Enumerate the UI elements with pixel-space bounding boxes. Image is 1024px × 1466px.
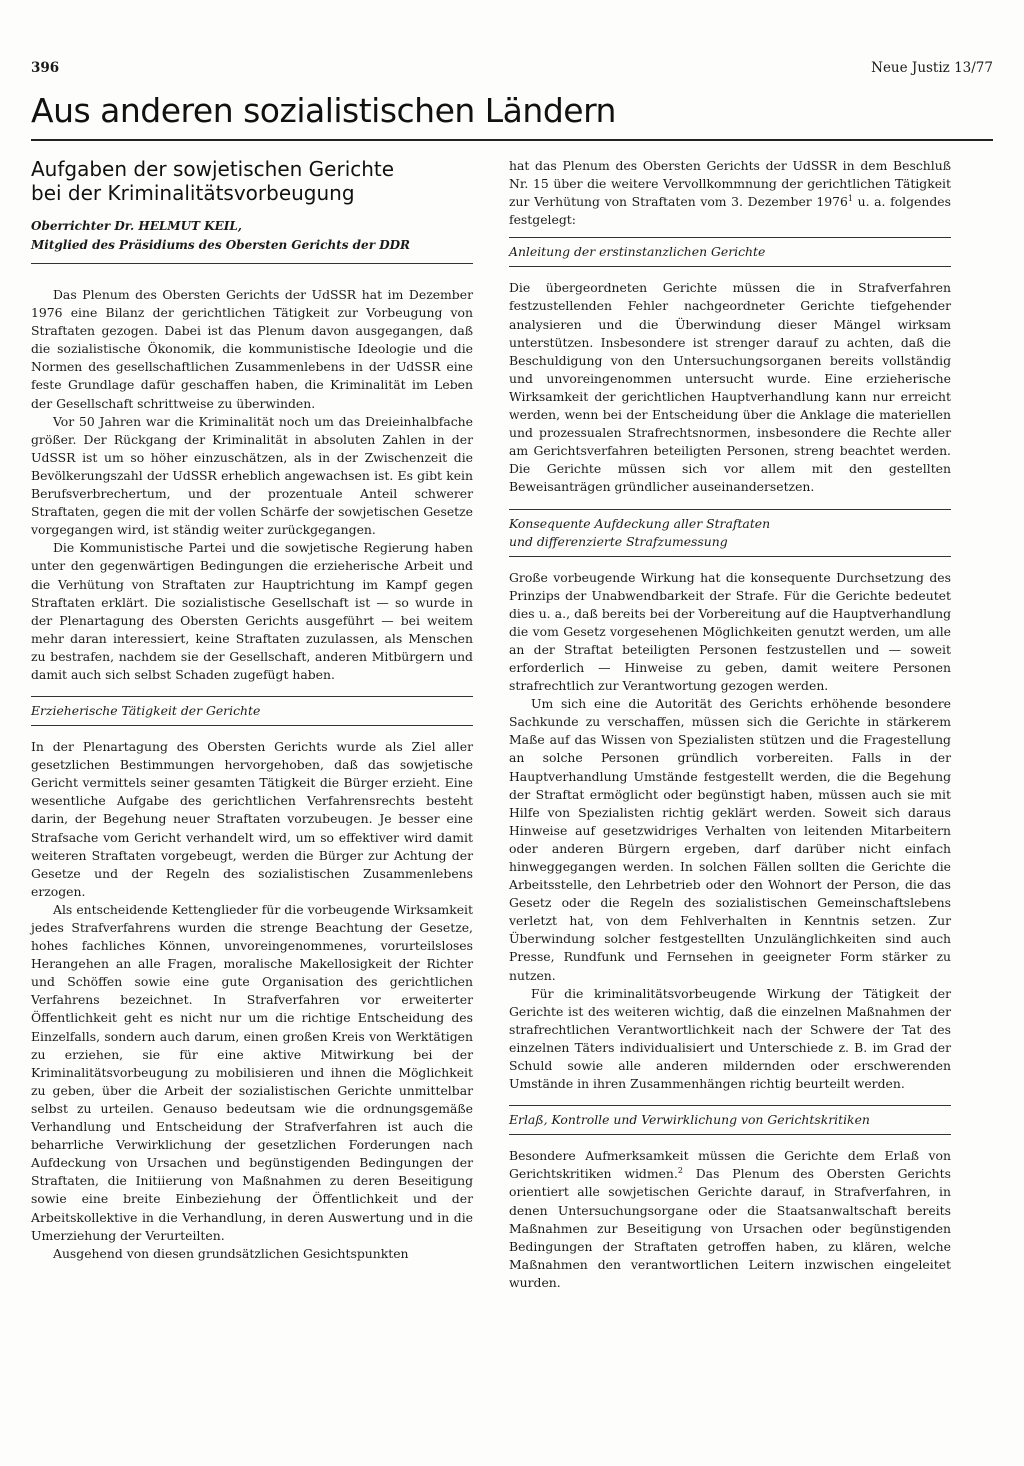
paragraph: Um sich eine die Autorität des Gerichts erhöhende besondere Sachkunde zu verschaffen, müssen sich die Gerichte in stärkerem Maße auf das Wissen von Spezialisten stützen und die Fragestellung an solche Personen gründlich vorbereiten. Falls in der Hauptverhandlung Umstände festgestellt werden, die die Begehung der Straftat ermöglicht oder begünstigt haben, müssen auch sie mit Hilfe von Spezialisten richtig geklärt werden. Soweit sich daraus Hinweise auf gesetzwidriges Verhalten von leitenden Mitarbeitern oder anderen Bürgern ergeben, darf darüber nicht einfach hinweggegangen werden. In solchen Fällen sollten die Gerichte die Arbeitsstelle, den Lehrbetrieb oder den Wohnort der Person, die das Gesetz oder die Regeln des sozialistischen Gemeinschaftslebens verletzt hat, von dem Fehlverhalten in Kenntnis setzen. Zur Überwindung solcher festgestellten Unzulänglichkeiten sind auch Presse, Rundfunk und Fernsehen in geeigneter Form stärker zu nutzen. (509, 696, 951, 983)
article-title-line-1: Aufgaben der sowjetischen Gerichte (31, 157, 395, 181)
article-title-line-2: bei der Kriminalitätsvorbeugung (31, 181, 355, 205)
left-column (31, 157, 473, 1263)
subheading-anleitung: Anleitung der erstinstanzlichen Gerichte (509, 237, 951, 267)
journal-issue: Neue Justiz 13/77 (871, 60, 993, 76)
paragraph: In der Plenartagung des Obersten Gerichts wurde als Ziel aller gesetzlichen Bestimmungen hervorgehoben, daß das sowjetische Gericht vermittels seiner gesamten Tätigkeit die Bürger erzieht. Eine wesentliche Aufgabe des gerichtlichen Verfahrensrechts besteht darin, der Begehung neuer Straftaten vorzubeugen. Je besser eine Strafsache vom Gericht verhandelt wird, um so effektiver wird damit weiteren Straftaten vorgebeugt, werden die Bürger zur Achtung der Gesetze und der Regeln des sozialistischen Zusammenlebens erzogen. (31, 739, 473, 899)
page-header (31, 60, 993, 80)
subheading-erlass-kontrolle: Erlaß, Kontrolle und Verwirklichung von Gerichtskritiken (509, 1105, 951, 1135)
author-block (31, 217, 473, 264)
footnote-ref-1: 1 (847, 194, 853, 204)
paragraph: Vor 50 Jahren war die Kriminalität noch um das Dreieinhalbfache größer. Der Rückgang der Kriminalität in absoluten Zahlen in der UdSSR ist um so höher einzuschätzen, als in der Zwischenzeit die Bevölkerungszahl der UdSSR erheblich angewachsen ist. Es gibt kein Berufsverbrechertum, und der prozentuale Anteil schwerer Straftaten, gegen die mit der vollen Schärfe der sowjetischen Gesetze vorgegangen wird, ist ständig weiter zurückgegangen. (31, 413, 473, 538)
paragraph: Die übergeordneten Gerichte müssen die in Strafverfahren festzustellenden Fehler nachgeordneter Gerichte tiefgehender analysieren und die Überwindung dieser Mängel wirksam unterstützen. Insbesondere ist strenger darauf zu achten, daß die Beschuldigung von den Untersuchungsorganen bereits vollständig und unvoreingenommen untersucht wurde. Eine erzieherische Wirksamkeit der gerichtlichen Hauptverhandlung kann nur erreicht werden, wenn bei der Entscheidung über die Anklage die materiellen und prozessualen Strafrechtsnormen, insbesondere die Rechte aller am Gerichtsverfahren beteiligten Personen, streng beachtet werden. Die Gerichte müssen sich vor allem mit den gestellten Beweisanträgen gründlicher auseinandersetzen. (509, 280, 951, 495)
author-affiliation: Mitglied des Präsidiums des Obersten Gerichts der DDR (31, 238, 410, 252)
author-name: Oberrichter Dr. HELMUT KEIL, (31, 219, 242, 233)
paragraph: Für die kriminalitätsvorbeugende Wirkung der Tätigkeit der Gerichte ist des weiteren wichtig, daß die einzelnen Maßnahmen der strafrechtlichen Verantwortlichkeit nach der Schwere der Tat des einzelnen Täters individualisiert und Unterschiede z. B. im Grad der Schuld sowie alle anderen mildernden oder erschwerenden Umstände in ihren Zusammenhängen richtig beurteilt werden. (509, 985, 951, 1092)
paragraph: Besondere Aufmerksamkeit müssen die Gerichte dem Erlaß von Gerichtskritiken widmen.$^2$ Das Plenum des Obersten Gerichts orientiert alle sowjetischen Gerichte darauf, in Strafverfahren, in denen Untersuchungsorgane oder die Staatsanwaltschaft bereits Maßnahmen zur Beseitigung von Ursachen oder begünstigenden Bedingungen der Straftaten getroffen haben, zu klären, welche Maßnahmen den verantwortlichen Leitern inzwischen eingeleitet wurden. (509, 1148, 951, 1290)
page-number: 396 (31, 60, 60, 76)
section-title: Aus anderen sozialistischen Ländern (31, 91, 616, 130)
article-title (31, 157, 473, 205)
paragraph: Als entscheidende Kettenglieder für die vorbeugende Wirksamkeit jedes Strafverfahrens wurden die strenge Beachtung der Gesetze, hohes fachliches Können, unvoreingenommenes, vorurteilsloses Herangehen an alle Fragen, moralische Makellosigkeit der Richter und Schöffen sowie eine gute Organisation des gerichtlichen Verfahrens bezeichnet. In Strafverfahren vor erweiterter Öffentlichkeit geht es nicht nur um die richtige Entscheidung des Einzelfalls, sondern auch darum, einen großen Kreis von Werktätigen zu erziehen, sie für eine aktive Mitwirkung bei der Kriminalitätsvorbeugung zu mobilisieren und ihnen die Möglichkeit zu geben, über die Arbeit der sozialistischen Gerichte unmittelbar selbst zu urteilen. Genauso bedeutsam wie die ordnungsgemäße Verhandlung und Entscheidung der Strafverfahren ist auch die beharrliche Verwirklichung der gesetzlichen Forderungen nach Aufdeckung von Ursachen und begünstigenden Bedingungen der Straftaten, die Initiierung von Maßnahmen zu deren Beseitigung sowie eine breite Einbeziehung der Öffentlichkeit und der Arbeitskollektive in die Verhandlung, in deren Auswertung und in die Umerziehung der Verurteilten. (31, 901, 473, 1243)
paragraph: Die Kommunistische Partei und die sowjetische Regierung haben unter den gegenwärtigen Bedingungen die erzieherische Arbeit und die Verhütung von Straftaten zur Hauptrichtung im Kampf gegen Straftaten erklärt. Die sozialistische Gesellschaft ist — so wurde in der Plenartagung des Obersten Gerichts ausgeführt — bei weitem mehr daran interessiert, keine Straftaten zuzulassen, als Menschen zu bestrafen, nachdem sie der Gesellschaft, anderen Mitbürgern und damit auch sich selbst Schaden zugefügt haben. (31, 540, 473, 682)
subheading-erzieherische-taetigkeit: Erzieherische Tätigkeit der Gerichte (31, 696, 473, 726)
right-column (509, 157, 951, 1292)
section-rule (31, 139, 993, 141)
subheading-konsequente-aufdeckung: Konsequente Aufdeckung aller Straftaten und differenzierte Strafzumessung (509, 509, 951, 557)
paragraph-intro: hat das Plenum des Obersten Gerichts der UdSSR in dem Beschluß Nr. 15 über die weitere Vervollkommnung der gerichtlichen Tätigkeit zur Verhütung von Straftaten vom 3. Dezember 1976$^1$ u. a. folgendes festgelegt: (509, 158, 951, 228)
paragraph: Große vorbeugende Wirkung hat die konsequente Durchsetzung des Prinzips der Unabwendbarkeit der Strafe. Für die Gerichte bedeutet dies u. a., daß bereits bei der Vorbereitung auf die Hauptverhandlung die vom Gesetz vorgesehenen Möglichkeiten genutzt werden, um alle an der Straftat beteiligten Personen festzustellen und — soweit erforderlich — Hinweise zu geben, damit weitere Personen strafrechtlich zur Verantwortung gezogen werden. (509, 569, 951, 694)
footnote-ref-2: 2 (677, 1166, 683, 1176)
paragraph: Ausgehend von diesen grundsätzlichen Gesichtspunkten (53, 1245, 409, 1261)
paragraph: Das Plenum des Obersten Gerichts der UdSSR hat im Dezember 1976 eine Bilanz der gerichtlichen Tätigkeit zur Vorbeugung von Straftaten gezogen. Dabei ist das Plenum davon ausgegangen, daß die sozialistische Ökonomik, die kommunistische Ideologie und die Normen des gesellschaftlichen Zusammenlebens in der UdSSR eine feste Grundlage dafür geschaffen haben, die Kriminalität im Leben der Gesellschaft schrittweise zu überwinden. (31, 287, 473, 411)
